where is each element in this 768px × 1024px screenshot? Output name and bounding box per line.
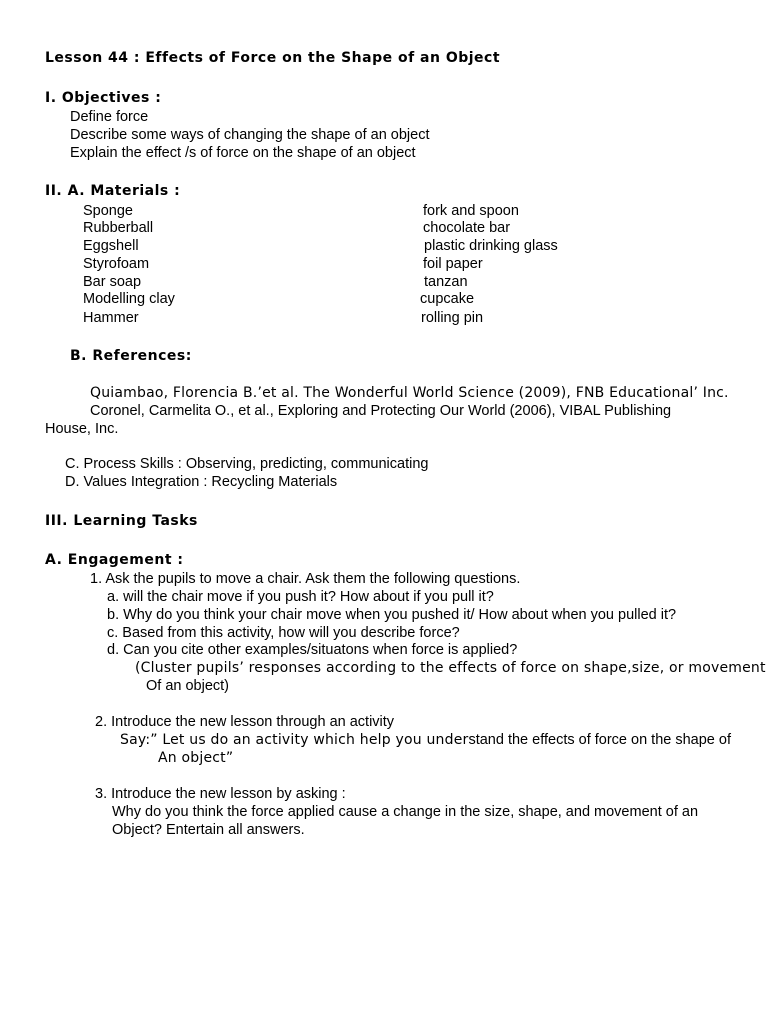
material-item: Styrofoam (83, 256, 150, 272)
engagement-say-continued: An object” (158, 750, 234, 766)
engagement-say-rest: stand the effects of force on the shape of (468, 732, 731, 748)
engagement-say (120, 731, 731, 749)
objective-item: Define force (70, 109, 149, 125)
material-item: Eggshell (83, 238, 139, 254)
engagement-step: 1. Ask the pupils to move a chair. Ask them the following questions. (90, 571, 521, 587)
engagement-question: a. will the chair move if you push it? How about if you pull it? (107, 589, 494, 605)
material-item: plastic drinking glass (424, 238, 558, 254)
material-item: Hammer (83, 310, 139, 326)
engagement-note-continued: Of an object) (146, 678, 230, 694)
material-item: tanzan (424, 274, 468, 290)
material-item: cupcake (420, 291, 475, 307)
process-skills: C. Process Skills : Observing, predicting, communicating (65, 456, 429, 472)
references-heading: B. References: (70, 348, 192, 364)
values-integration: D. Values Integration : Recycling Materials (65, 474, 338, 490)
lesson-title: Lesson 44 : Effects of Force on the Shape of an Object (45, 50, 501, 66)
engagement-step-detail: Why do you think the force applied cause a change in the size, shape, and movement of an (112, 804, 699, 820)
engagement-heading: A. Engagement : (45, 552, 184, 568)
reference-item: Coronel, Carmelita O., et al., Exploring and Protecting Our World (2006), VIBAL Publishing (90, 403, 672, 419)
objective-item: Explain the effect /s of force on the shape of an object (70, 145, 416, 161)
engagement-say-prefix: Say:” Let us do an activity which help you under (120, 732, 469, 748)
material-item: Modelling clay (83, 291, 175, 307)
material-item: rolling pin (421, 310, 484, 326)
engagement-question: b. Why do you think your chair move when you pushed it/ How about when you pulled it? (107, 607, 677, 623)
material-item: Bar soap (83, 274, 142, 290)
engagement-step-detail: Object? Entertain all answers. (112, 822, 305, 838)
reference-item: Quiambao, Florencia B.’et al. The Wonderful World Science (2009), FNB Educational’ Inc. (90, 385, 729, 401)
material-item: chocolate bar (423, 220, 511, 236)
materials-heading: II. A. Materials : (45, 183, 181, 199)
engagement-note: (Cluster pupils’ responses according to the effects of force on shape,size, or movement (135, 660, 766, 676)
engagement-step: 3. Introduce the new lesson by asking : (95, 786, 346, 802)
material-item: Rubberball (83, 220, 154, 236)
engagement-question: c. Based from this activity, how will you describe force? (107, 625, 460, 641)
material-item: Sponge (83, 203, 133, 219)
learning-tasks-heading: III. Learning Tasks (45, 513, 198, 529)
engagement-step: 2. Introduce the new lesson through an activity (95, 714, 395, 730)
reference-item-continued: House, Inc. (45, 421, 119, 437)
material-item: fork and spoon (423, 203, 519, 219)
engagement-question: d. Can you cite other examples/situatons when force is applied? (107, 642, 518, 658)
material-item: foil paper (423, 256, 483, 272)
objectives-heading: I. Objectives : (45, 90, 162, 106)
objective-item: Describe some ways of changing the shape of an object (70, 127, 430, 143)
